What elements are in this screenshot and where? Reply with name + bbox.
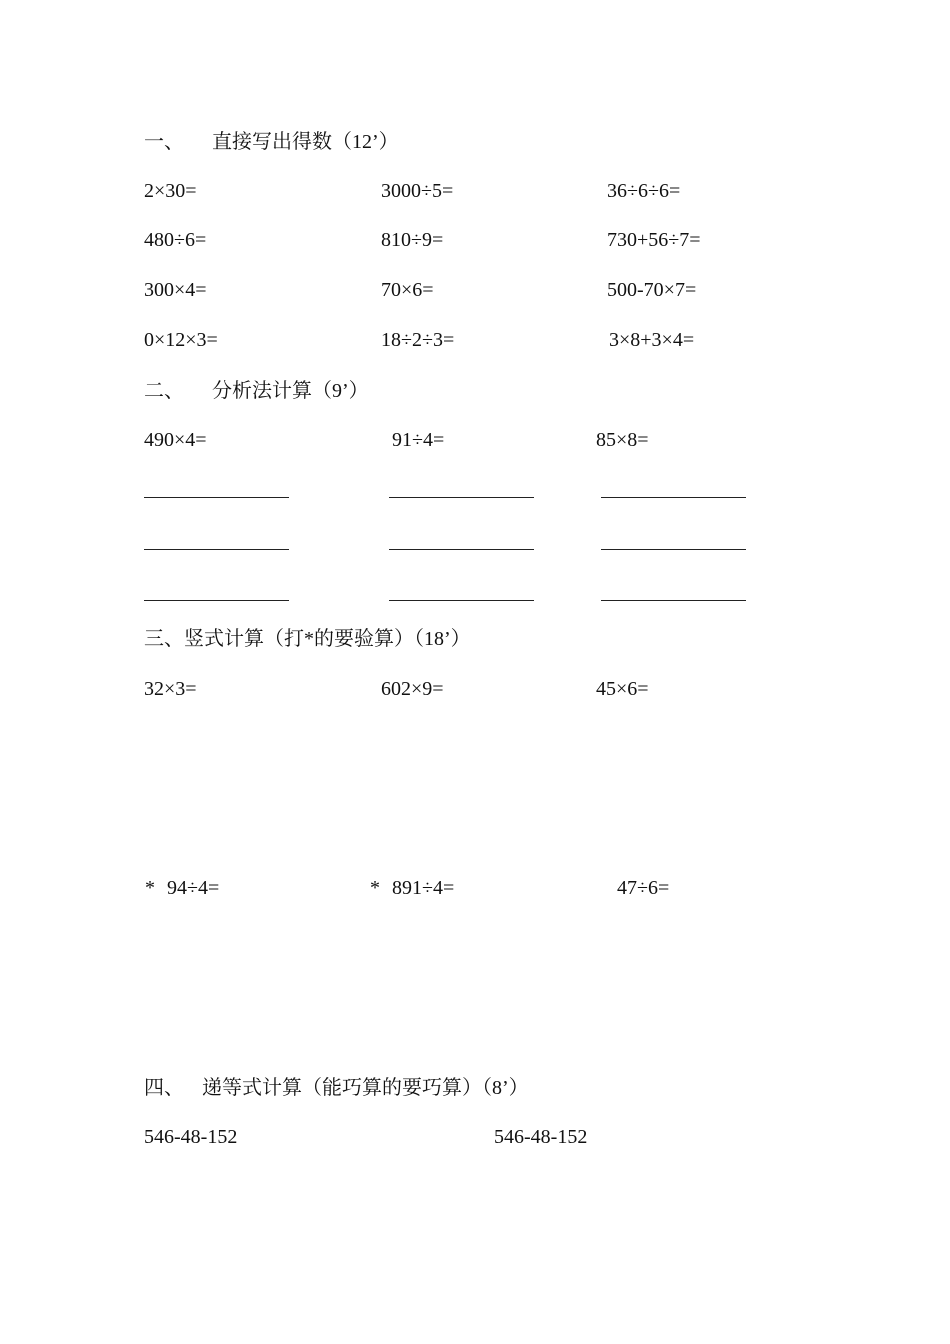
- problem: 602×9=: [381, 678, 444, 700]
- problem: 3×8+3×4=: [609, 329, 695, 351]
- problem: 2×30=: [144, 180, 197, 202]
- section3-title: 三、竖式计算（打*的要验算）（18’）: [144, 628, 471, 650]
- problem: 0×12×3=: [144, 329, 218, 351]
- answer-line: [601, 497, 746, 498]
- problem: 94÷4=: [167, 877, 220, 899]
- verify-mark: *: [145, 877, 155, 899]
- problem: 810÷9=: [381, 229, 444, 251]
- answer-line: [601, 549, 746, 550]
- problem: 91÷4=: [392, 429, 445, 451]
- problem: 480÷6=: [144, 229, 207, 251]
- problem: 70×6=: [381, 279, 434, 301]
- problem: 18÷2÷3=: [381, 329, 455, 351]
- problem: 45×6=: [596, 678, 649, 700]
- problem: 891÷4=: [392, 877, 455, 899]
- problem: 546-48-152: [494, 1126, 588, 1148]
- problem: 36÷6÷6=: [607, 180, 681, 202]
- answer-line: [389, 549, 534, 550]
- answer-line: [389, 497, 534, 498]
- answer-line: [389, 600, 534, 601]
- problem: 32×3=: [144, 678, 197, 700]
- verify-mark: *: [370, 877, 380, 899]
- problem: 546-48-152: [144, 1126, 238, 1148]
- answer-line: [601, 600, 746, 601]
- problem: 85×8=: [596, 429, 649, 451]
- answer-line: [144, 549, 289, 550]
- section1-title: 直接写出得数（12’）: [212, 131, 399, 153]
- section2-number: 二、: [144, 380, 184, 402]
- section4-number: 四、: [144, 1077, 184, 1099]
- section4-title: 递等式计算（能巧算的要巧算）（8’）: [202, 1077, 529, 1099]
- section2-title: 分析法计算（9’）: [212, 380, 369, 402]
- problem: 730+56÷7=: [607, 229, 701, 251]
- section1-number: 一、: [144, 131, 184, 153]
- problem: 3000÷5=: [381, 180, 454, 202]
- problem: 490×4=: [144, 429, 207, 451]
- problem: 47÷6=: [617, 877, 670, 899]
- answer-line: [144, 497, 289, 498]
- problem: 500-70×7=: [607, 279, 697, 301]
- problem: 300×4=: [144, 279, 207, 301]
- answer-line: [144, 600, 289, 601]
